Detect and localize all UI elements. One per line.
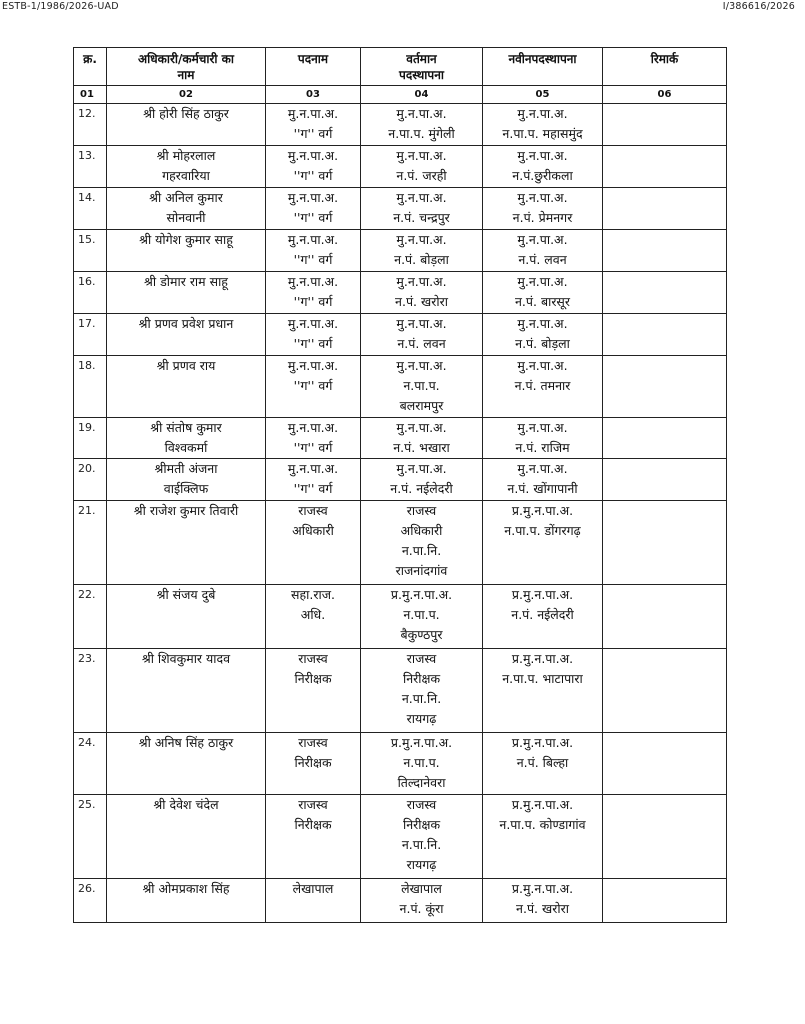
col-number: 05: [483, 86, 603, 104]
remark: [603, 733, 727, 795]
current-posting: [361, 272, 483, 314]
col-header-current-posting: [361, 48, 483, 86]
designation-line: ''ग'' वर्ग: [293, 440, 333, 455]
new-posting: [483, 356, 603, 418]
designation-line: ''ग'' वर्ग: [293, 481, 333, 496]
current-posting-line: न.पा.नि.: [401, 543, 442, 558]
designation-line: लेखापाल: [292, 881, 334, 896]
transfer-table: [73, 47, 727, 923]
table-row: [74, 879, 727, 923]
employee-name: [107, 230, 266, 272]
designation: [266, 314, 361, 356]
remark: [603, 146, 727, 188]
serial-number: 26.: [74, 879, 107, 923]
new-posting-line: न.पं. प्रेमनगर: [512, 210, 573, 225]
table-row: [74, 459, 727, 501]
designation: [266, 501, 361, 585]
serial-number: 15.: [74, 230, 107, 272]
employee-name: [107, 501, 266, 585]
header-line: वर्तमान: [406, 52, 437, 66]
serial-number: 12.: [74, 104, 107, 146]
current-posting: [361, 459, 483, 501]
designation-line: राजस्व: [298, 797, 328, 812]
designation: [266, 418, 361, 459]
employee-name: [107, 459, 266, 501]
current-posting: [361, 879, 483, 923]
current-posting-line: न.पं. भखारा: [393, 440, 450, 455]
employee-name-line: श्री देवेश चंदेल: [153, 797, 219, 812]
new-posting-line: प्र.मु.न.पा.अ.: [511, 651, 574, 666]
new-posting-line: मु.न.पा.अ.: [517, 190, 568, 205]
remark: [603, 314, 727, 356]
remark: [603, 795, 727, 879]
serial-number: 22.: [74, 585, 107, 649]
new-posting: [483, 795, 603, 879]
designation-line: ''ग'' वर्ग: [293, 378, 333, 393]
employee-name-line: विश्वकर्मा: [164, 440, 208, 455]
employee-name: [107, 104, 266, 146]
employee-name: [107, 314, 266, 356]
current-posting: [361, 649, 483, 733]
current-posting-line: प्र.मु.न.पा.अ.: [390, 587, 453, 602]
table-row: [74, 501, 727, 585]
table-row: [74, 272, 727, 314]
employee-name-line: श्री मोहरलाल: [156, 148, 216, 163]
remark: [603, 104, 727, 146]
employee-name-line: सोनवानी: [166, 210, 206, 225]
designation: [266, 585, 361, 649]
employee-name-line: श्री अनिष सिंह ठाकुर: [138, 735, 234, 750]
header-line: नाम: [177, 68, 195, 82]
current-posting: [361, 733, 483, 795]
serial-number: 25.: [74, 795, 107, 879]
new-posting-line: न.पं.छुरीकला: [512, 168, 573, 183]
new-posting: [483, 314, 603, 356]
current-posting: [361, 501, 483, 585]
new-posting: [483, 188, 603, 230]
new-posting-line: न.पं. नईलेदरी: [511, 607, 574, 622]
new-posting: [483, 459, 603, 501]
current-posting-line: न.पं. जरही: [396, 168, 447, 183]
remark: [603, 230, 727, 272]
employee-name: [107, 188, 266, 230]
employee-name: [107, 795, 266, 879]
current-posting-line: बलरामपुर: [399, 398, 444, 413]
designation: [266, 649, 361, 733]
current-posting: [361, 188, 483, 230]
current-posting-line: न.पं. लवन: [397, 336, 446, 351]
new-posting: [483, 585, 603, 649]
table-row: [74, 146, 727, 188]
designation-line: राजस्व: [298, 503, 328, 518]
remark: [603, 272, 727, 314]
remark: [603, 418, 727, 459]
designation: [266, 104, 361, 146]
current-posting-line: निरीक्षक: [402, 817, 441, 832]
designation-line: मु.न.पा.अ.: [287, 190, 339, 205]
current-posting-line: मु.न.पा.अ.: [396, 106, 447, 121]
current-posting-line: न.पं. कूंरा: [399, 901, 444, 916]
new-posting-line: मु.न.पा.अ.: [517, 148, 568, 163]
serial-number: 18.: [74, 356, 107, 418]
current-posting-line: अधिकारी: [400, 523, 443, 538]
employee-name-line: गहरवारिया: [162, 168, 210, 183]
employee-name-line: वाईक्लिफ: [163, 481, 209, 496]
employee-name-line: श्रीमती अंजना: [154, 461, 218, 476]
designation-line: मु.न.पा.अ.: [287, 106, 339, 121]
designation-line: अधिकारी: [292, 523, 334, 538]
designation-line: निरीक्षक: [294, 817, 332, 832]
new-posting: [483, 272, 603, 314]
employee-name: [107, 272, 266, 314]
designation-line: मु.न.पा.अ.: [287, 274, 339, 289]
designation: [266, 459, 361, 501]
current-posting-line: मु.न.पा.अ.: [396, 461, 447, 476]
current-posting-line: मु.न.पा.अ.: [396, 148, 447, 163]
new-posting-line: न.पं. बोड़ला: [515, 336, 570, 351]
new-posting-line: न.पा.प. भाटापारा: [502, 671, 583, 686]
employee-name-line: श्री होरी सिंह ठाकुर: [143, 106, 229, 121]
current-posting-line: राजस्व: [406, 651, 437, 666]
remark: [603, 585, 727, 649]
designation-line: मु.न.पा.अ.: [287, 358, 339, 373]
employee-name: [107, 879, 266, 923]
current-posting-line: मु.न.पा.अ.: [396, 316, 447, 331]
employee-name-line: श्री संजय दुबे: [156, 587, 216, 602]
current-posting-line: न.पा.नि.: [401, 837, 442, 852]
current-posting-line: न.पा.प.: [403, 755, 440, 770]
table-body: [74, 104, 727, 923]
employee-name-line: श्री योगेश कुमार साहू: [139, 232, 233, 247]
employee-name-line: श्री प्रणव राय: [156, 358, 216, 373]
current-posting-line: न.पं. चन्द्रपुर: [393, 210, 450, 225]
new-posting-line: न.पा.प. महासमुंद: [502, 126, 583, 141]
new-posting-line: न.पं. खरोरा: [516, 901, 569, 916]
current-posting-line: न.पं. नईलेदरी: [390, 481, 453, 496]
current-posting-line: लेखापाल: [401, 881, 442, 896]
current-posting: [361, 795, 483, 879]
employee-name: [107, 733, 266, 795]
employee-name: [107, 585, 266, 649]
current-posting-line: रायगढ़: [406, 857, 437, 872]
header-line: रिमार्क: [650, 52, 679, 66]
current-posting-line: मु.न.पा.अ.: [396, 358, 447, 373]
col-number: 06: [603, 86, 727, 104]
current-posting-line: न.पं. बोड़ला: [394, 252, 449, 267]
new-posting-line: मु.न.पा.अ.: [517, 461, 568, 476]
table-row: [74, 104, 727, 146]
new-posting-line: न.पं. खोंगापानी: [507, 481, 578, 496]
col-number: 02: [107, 86, 266, 104]
serial-number: 13.: [74, 146, 107, 188]
designation: [266, 879, 361, 923]
new-posting-line: मु.न.पा.अ.: [517, 106, 568, 121]
table-row: [74, 356, 727, 418]
current-posting-line: न.पं. खरोरा: [395, 294, 448, 309]
current-posting-line: बैकुण्ठपुर: [400, 627, 443, 642]
new-posting-line: न.पा.प. डोंगरगढ़: [504, 523, 581, 538]
designation: [266, 356, 361, 418]
new-posting: [483, 104, 603, 146]
employee-name-line: श्री शिवकुमार यादव: [141, 651, 231, 666]
header-line: नवीनपदस्थापना: [508, 52, 577, 66]
current-posting: [361, 146, 483, 188]
employee-name-line: श्री प्रणव प्रवेश प्रधान: [138, 316, 234, 331]
header-line: पदस्थापना: [399, 68, 444, 82]
column-number-row: [74, 86, 727, 104]
designation: [266, 188, 361, 230]
new-posting-line: न.पं. तमनार: [514, 378, 571, 393]
employee-name-line: श्री राजेश कुमार तिवारी: [133, 503, 239, 518]
table-row: [74, 733, 727, 795]
current-posting: [361, 418, 483, 459]
table-row: [74, 188, 727, 230]
serial-number: 21.: [74, 501, 107, 585]
current-posting-line: राजनांदगांव: [395, 563, 448, 578]
designation-line: सहा.राज.: [291, 587, 335, 602]
serial-number: 19.: [74, 418, 107, 459]
current-posting-line: निरीक्षक: [402, 671, 441, 686]
new-posting-line: न.पं. बारसूर: [514, 294, 570, 309]
current-posting: [361, 314, 483, 356]
new-posting-line: मु.न.पा.अ.: [517, 358, 568, 373]
designation-line: ''ग'' वर्ग: [293, 336, 333, 351]
designation-line: निरीक्षक: [294, 671, 332, 686]
designation-line: ''ग'' वर्ग: [293, 294, 333, 309]
designation-line: राजस्व: [298, 735, 328, 750]
serial-number: 17.: [74, 314, 107, 356]
designation-line: निरीक्षक: [294, 755, 332, 770]
current-posting: [361, 104, 483, 146]
current-posting-line: मु.न.पा.अ.: [396, 420, 447, 435]
serial-number: 24.: [74, 733, 107, 795]
designation-line: मु.न.पा.अ.: [287, 148, 339, 163]
current-posting-line: मु.न.पा.अ.: [396, 274, 447, 289]
new-posting-line: प्र.मु.न.पा.अ.: [511, 735, 574, 750]
remark: [603, 356, 727, 418]
designation: [266, 272, 361, 314]
designation-line: ''ग'' वर्ग: [293, 252, 333, 267]
file-number-right: I/386616/2026: [722, 1, 795, 12]
designation-line: मु.न.पा.अ.: [287, 232, 339, 247]
employee-name-line: श्री संतोष कुमार: [150, 420, 222, 435]
new-posting-line: प्र.मु.न.पा.अ.: [511, 503, 574, 518]
file-number-left: ESTB-1/1986/2026-UAD: [2, 1, 119, 12]
employee-name: [107, 356, 266, 418]
new-posting-line: न.पं. राजिम: [515, 440, 570, 455]
new-posting: [483, 649, 603, 733]
current-posting-line: तिल्दानेवरा: [397, 775, 446, 790]
designation: [266, 146, 361, 188]
new-posting: [483, 230, 603, 272]
table-row: [74, 418, 727, 459]
table-row: [74, 314, 727, 356]
new-posting-line: प्र.मु.न.पा.अ.: [511, 881, 574, 896]
remark: [603, 879, 727, 923]
current-posting-line: न.पा.नि.: [401, 691, 442, 706]
remark: [603, 501, 727, 585]
current-posting-line: राजस्व: [406, 503, 437, 518]
current-posting-line: रायगढ़: [406, 711, 437, 726]
designation-line: मु.न.पा.अ.: [287, 316, 339, 331]
current-posting-line: न.पा.प.: [403, 607, 440, 622]
col-header-serial: [74, 48, 107, 86]
current-posting: [361, 356, 483, 418]
employee-name-line: श्री डोमार राम साहू: [144, 274, 228, 289]
current-posting: [361, 230, 483, 272]
employee-name: [107, 146, 266, 188]
current-posting: [361, 585, 483, 649]
current-posting-line: प्र.मु.न.पा.अ.: [390, 735, 453, 750]
col-number: 01: [74, 86, 107, 104]
remark: [603, 459, 727, 501]
header-line: क्र.: [83, 52, 97, 66]
serial-number: 20.: [74, 459, 107, 501]
serial-number: 14.: [74, 188, 107, 230]
employee-name: [107, 418, 266, 459]
new-posting-line: मु.न.पा.अ.: [517, 316, 568, 331]
new-posting: [483, 418, 603, 459]
table-row: [74, 649, 727, 733]
designation-line: मु.न.पा.अ.: [287, 461, 339, 476]
designation: [266, 795, 361, 879]
remark: [603, 649, 727, 733]
designation-line: ''ग'' वर्ग: [293, 168, 333, 183]
serial-number: 16.: [74, 272, 107, 314]
current-posting-line: न.पा.प.: [403, 378, 440, 393]
column-header-row: [74, 48, 727, 86]
table-row: [74, 230, 727, 272]
col-header-new-posting: [483, 48, 603, 86]
designation-line: ''ग'' वर्ग: [293, 126, 333, 141]
new-posting-line: मु.न.पा.अ.: [517, 232, 568, 247]
new-posting-line: न.पं. लवन: [518, 252, 567, 267]
remark: [603, 188, 727, 230]
employee-name-line: श्री अनिल कुमार: [149, 190, 223, 205]
designation: [266, 230, 361, 272]
header-line: अधिकारी/कर्मचारी का: [137, 52, 235, 66]
col-header-remark: [603, 48, 727, 86]
current-posting-line: मु.न.पा.अ.: [396, 190, 447, 205]
current-posting-line: मु.न.पा.अ.: [396, 232, 447, 247]
serial-number: 23.: [74, 649, 107, 733]
header-line: पदनाम: [297, 52, 329, 66]
col-number: 04: [361, 86, 483, 104]
designation: [266, 733, 361, 795]
new-posting: [483, 879, 603, 923]
new-posting-line: मु.न.पा.अ.: [517, 420, 568, 435]
table-row: [74, 585, 727, 649]
designation-line: मु.न.पा.अ.: [287, 420, 339, 435]
new-posting-line: न.पं. बिल्हा: [516, 755, 569, 770]
col-header-name: [107, 48, 266, 86]
new-posting: [483, 146, 603, 188]
col-number: 03: [266, 86, 361, 104]
new-posting-line: प्र.मु.न.पा.अ.: [511, 587, 574, 602]
new-posting: [483, 501, 603, 585]
employee-name-line: श्री ओमप्रकाश सिंह: [142, 881, 230, 896]
new-posting-line: मु.न.पा.अ.: [517, 274, 568, 289]
new-posting-line: प्र.मु.न.पा.अ.: [511, 797, 574, 812]
designation-line: ''ग'' वर्ग: [293, 210, 333, 225]
current-posting-line: न.पा.प. मुंगेली: [388, 126, 455, 141]
designation-line: राजस्व: [298, 651, 328, 666]
col-header-designation: [266, 48, 361, 86]
new-posting: [483, 733, 603, 795]
designation-line: अधि.: [300, 607, 326, 622]
current-posting-line: राजस्व: [406, 797, 437, 812]
employee-name: [107, 649, 266, 733]
table-row: [74, 795, 727, 879]
new-posting-line: न.पा.प. कोण्डागांव: [499, 817, 586, 832]
